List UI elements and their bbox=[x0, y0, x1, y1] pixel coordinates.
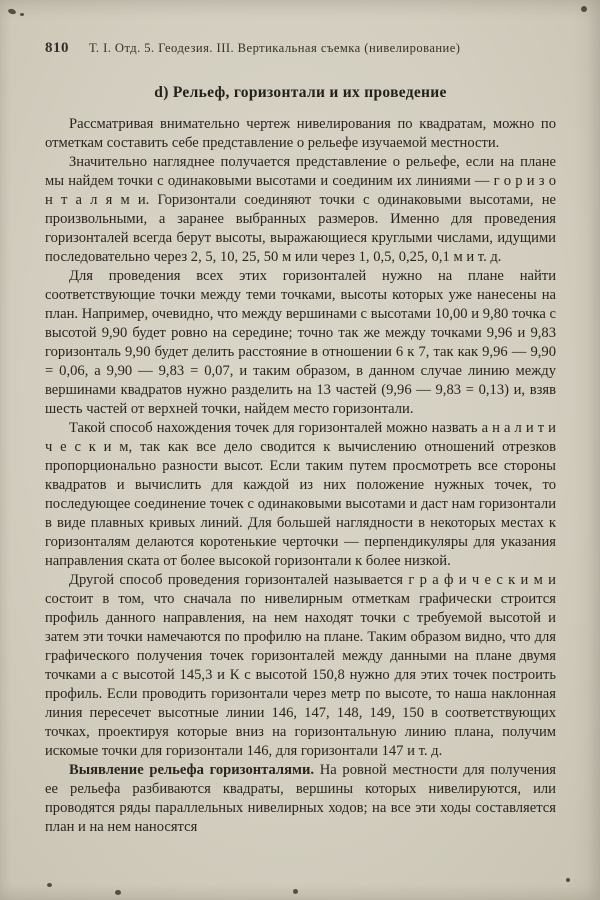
body-text bbox=[45, 115, 556, 837]
scan-artifact bbox=[47, 883, 52, 887]
section-title: d) Рельеф, горизонтали и их проведение bbox=[154, 84, 447, 101]
running-title: Т. I. Отд. 5. Геодезия. III. Вертикальная съемка (нивелирование) bbox=[89, 41, 461, 55]
scan-artifact bbox=[581, 6, 587, 12]
scan-artifact bbox=[115, 890, 121, 895]
scan-artifact bbox=[293, 889, 298, 894]
body-paragraph: Значительно нагляднее получается представление о рельефе, если на плане мы найдем точки с одинаковыми высотами и соединим их линиями — г о р и з о н т а л я м и. Горизонтали соединяют точки с одинаковыми высотами, не произвольными, а заранее выбранных размеров. Именно для проведения горизонталей всегда берут высоты, выражающиеся круглыми числами, идущими последовательно через 2, 5, 10, 25, 50 м или через 1, 0,5, 0,25, 0,1 м и т. д. bbox=[45, 154, 556, 265]
page-header bbox=[45, 40, 556, 57]
body-paragraph: Такой способ нахождения точек для горизонталей можно назвать а н а л и т и ч е с к и м, так как все дело сводится к вычислению отношений отрезков пропорционально разности высот. Если таким путем просмотреть все стороны квадратов и вычислить для каждой из них положение нужных точек, то последующее соединение точек с одинаковыми высотами и даст нам горизонтали в виде плавных кривых линий. Для большей наглядности в некоторых местах к горизонталям делаются коротенькие черточки — перпендикуляры для указания направления ската от более высокой горизонтали к более низкой. bbox=[45, 420, 556, 569]
scan-artifact bbox=[7, 8, 16, 15]
scan-artifact bbox=[20, 13, 24, 16]
body-paragraph: Рассматривая внимательно чертеж нивелирования по квадратам, можно по отметкам составить себе представление о рельефе изучаемой местности. bbox=[45, 116, 556, 151]
paragraph-lead-bold: Выявление рельефа горизонталями. bbox=[69, 762, 315, 778]
body-paragraph: Для проведения всех этих горизонталей нужно на плане найти соответствующие точки между теми точками, высоты которых уже нанесены на план. Например, очевидно, что между вершинами с высотами 10,00 и 9,80 точка с высотой 9,90 будет ровно на середине; точно так же между точками 9,96 и 9,83 горизонталь 9,90 будет делить расстояние в отношении 6 к 7, так как 9,96 — 9,90 = 0,06, а 9,90 — 9,83 = 0,07, и таким образом, в данном случае линию между вершинами квадратов нужно разделить на 13 частей (9,96 — 9,83 = 0,13) и, взяв шесть частей от верхней точки, найдем место горизонтали. bbox=[45, 268, 556, 417]
body-paragraph bbox=[45, 761, 556, 837]
body-paragraph: Другой способ проведения горизонталей называется г р а ф и ч е с к и м и состоит в том, что сначала по нивелирным отметкам графически строится профиль данного направления, на нем находят точки с требуемой высотой и затем эти точки намечаются по профилю на плане. Таким образом видно, что для графического получения точек горизонталей между данными на плане двумя точками а с высотой 145,3 и К с высотой 150,8 нужно для этих точек построить профиль. Если проводить горизонтали через метр по высоте, то наша наклонная линия пересечет высотные линии 146, 147, 148, 149, 150 в соответствующих точках, проектируя которые вниз на горизонтальную линию плана, получим искомые точки для горизонтали 146, для горизонтали 147 и т. д. bbox=[45, 572, 556, 759]
scan-artifact bbox=[566, 878, 570, 882]
page-content bbox=[45, 40, 556, 837]
page-number: 810 bbox=[45, 40, 69, 56]
paragraph-rest: На ровной местности для получения ее рельефа разбиваются квадраты, вершины которых нивелируются, или проводятся ряды параллельных нивелирных ходов; на все эти ходы составляется план и на нем наносятся bbox=[45, 762, 556, 835]
